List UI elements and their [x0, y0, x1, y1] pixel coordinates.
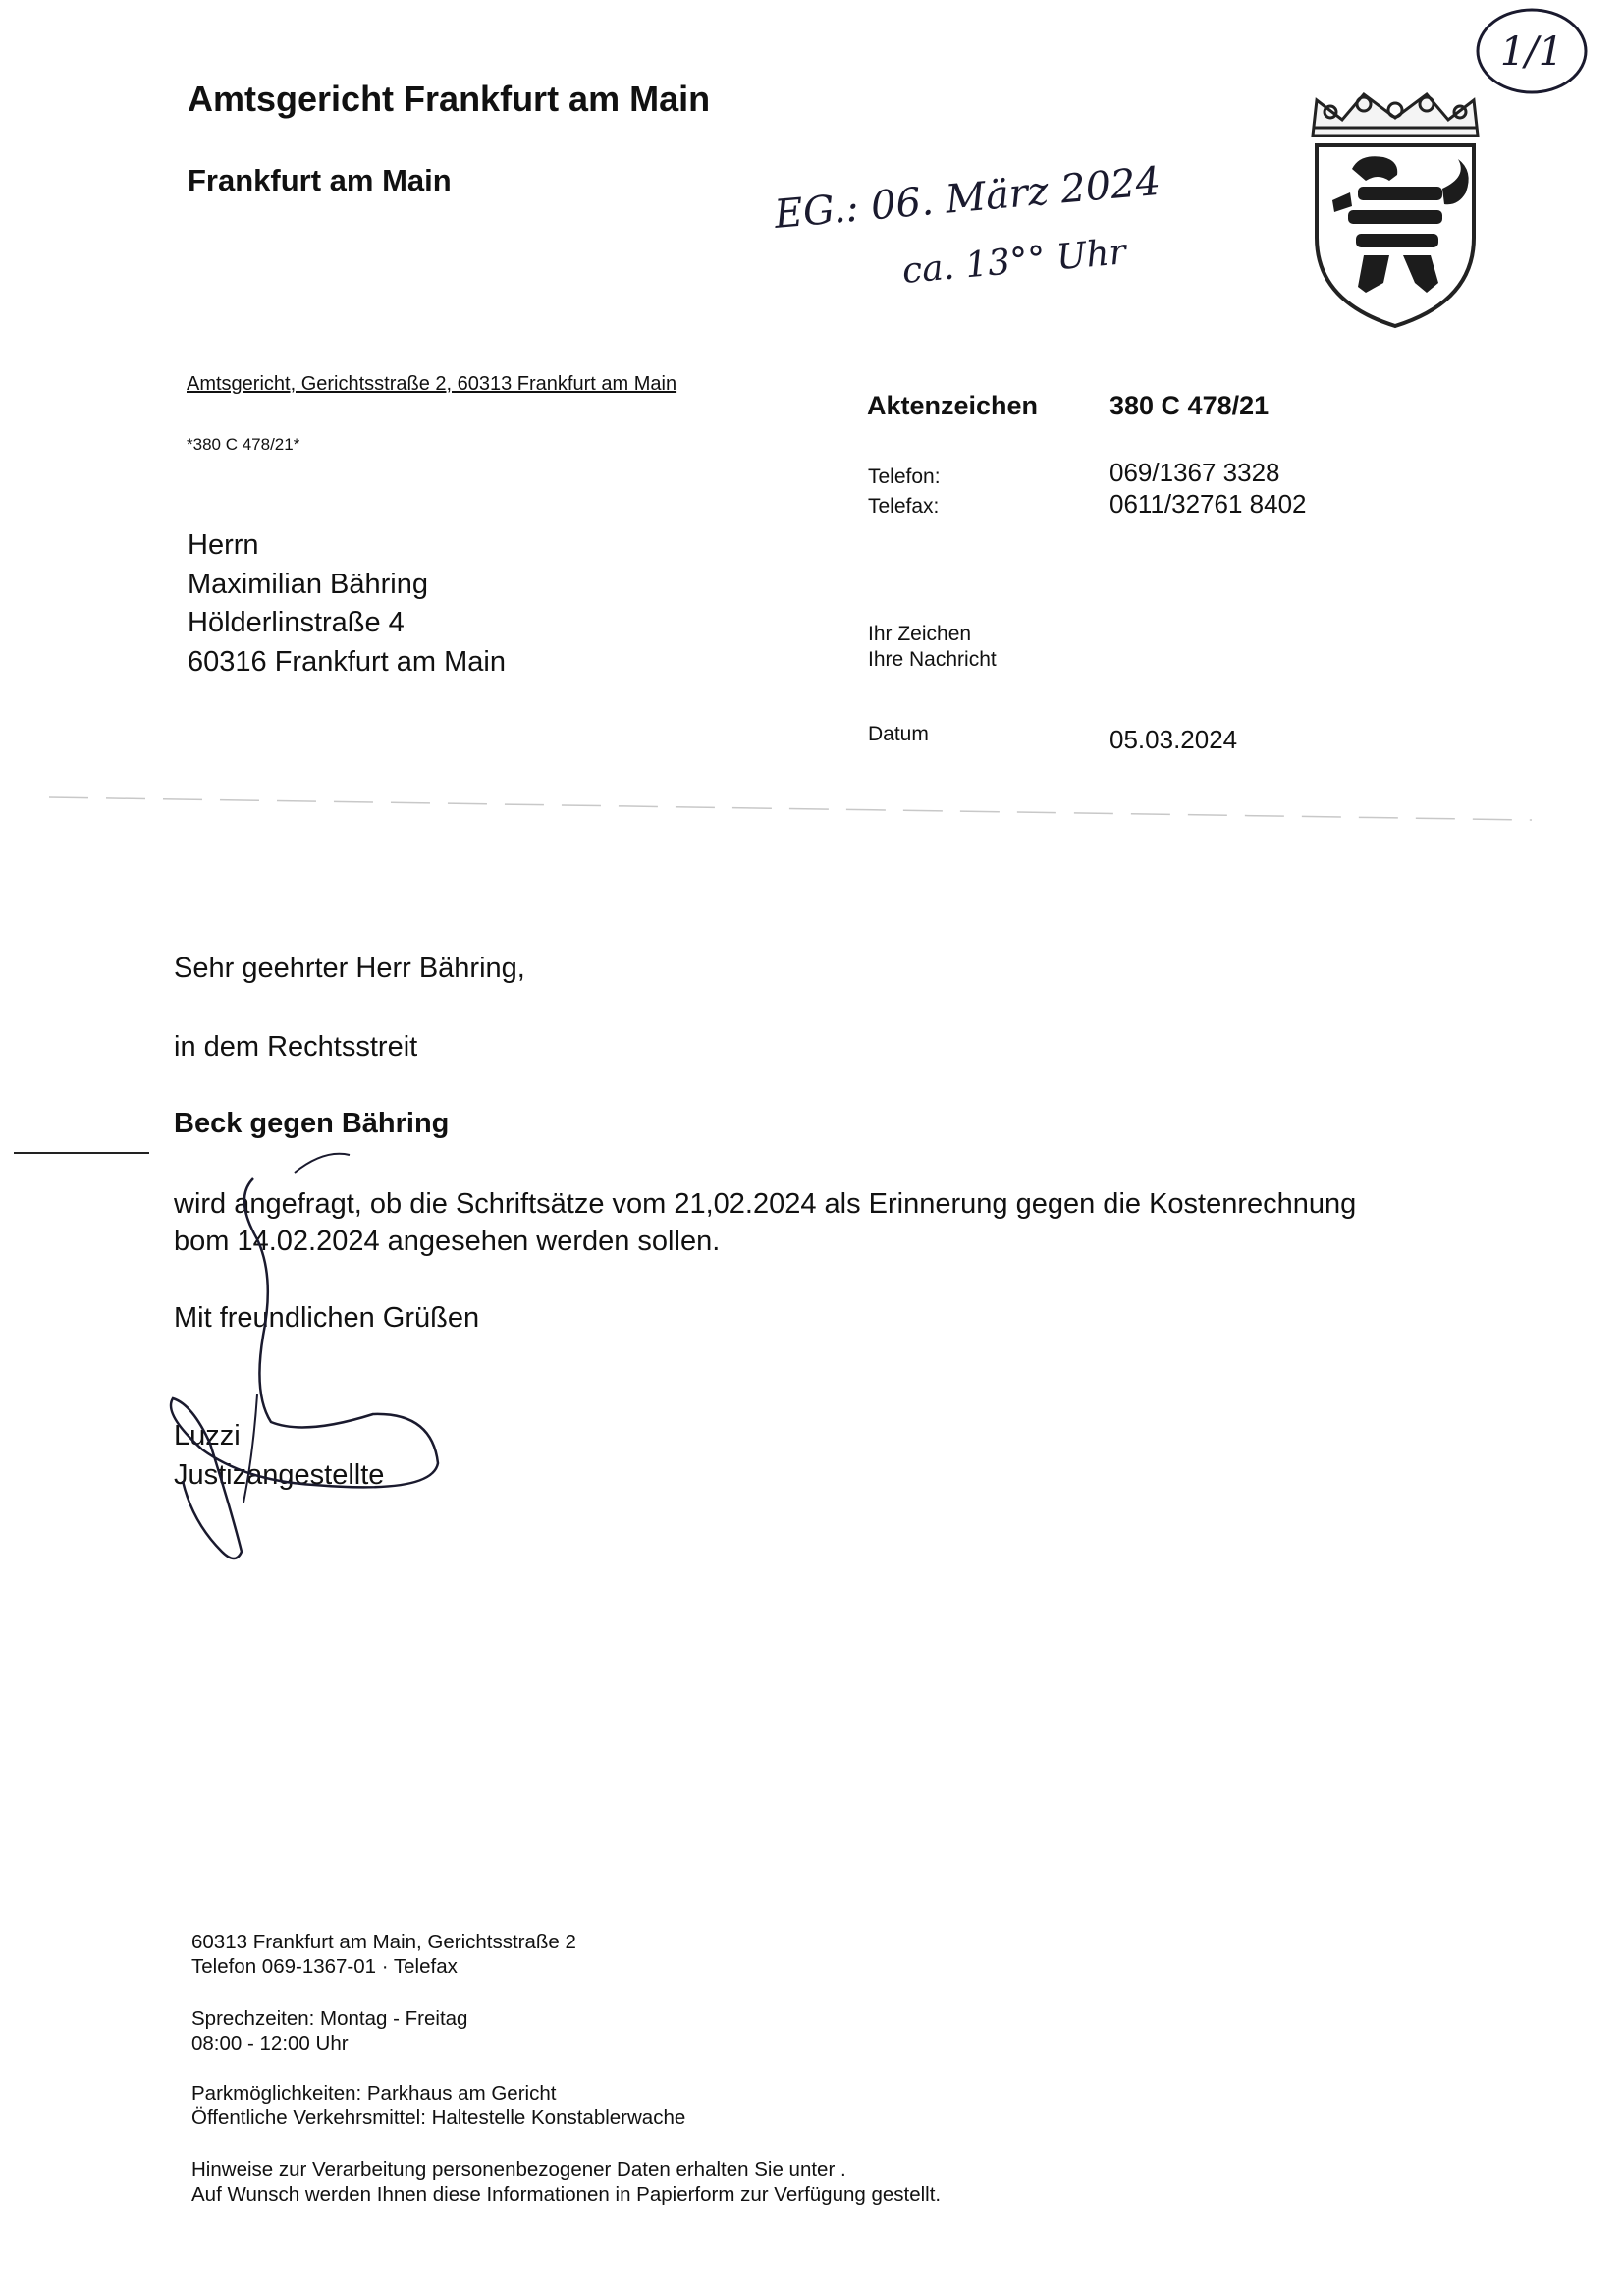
- letter-body-line2: bom 14.02.2024 angesehen werden sollen.: [174, 1226, 721, 1257]
- recipient-city: 60316 Frankfurt am Main: [188, 645, 506, 678]
- recipient-name: Maximilian Bähring: [188, 568, 428, 600]
- footer-contact: [191, 1930, 576, 1979]
- footer-access: [191, 2081, 685, 2130]
- letter-intro: in dem Rechtsstreit: [174, 1031, 418, 1063]
- datum-value: 05.03.2024: [1109, 725, 1238, 754]
- ihr-zeichen-label: Ihr Zeichen: [868, 623, 972, 645]
- file-code-small: *380 C 478/21*: [187, 435, 300, 454]
- telefax-label: Telefax:: [868, 495, 940, 518]
- aktenzeichen-label: Aktenzeichen: [867, 391, 1039, 420]
- court-location: Frankfurt am Main: [188, 163, 452, 197]
- handwritten-note-line1: EG.: 06. März 2024: [772, 158, 1163, 238]
- footer-privacy-line2: Auf Wunsch werden Ihnen diese Informationen in Papierform zur Verfügung gestellt.: [191, 2183, 942, 2206]
- footer-privacy-line1: Hinweise zur Verarbeitung personenbezogener Daten erhalten Sie unter .: [191, 2159, 846, 2181]
- footer-hours-label: Sprechzeiten: Montag - Freitag: [191, 2007, 468, 2030]
- letter-greeting: Sehr geehrter Herr Bähring,: [174, 953, 525, 984]
- sender-return-address: Amtsgericht, Gerichtsstraße 2, 60313 Frankfurt am Main: [187, 373, 677, 395]
- telefax-value: 0611/32761 8402: [1109, 489, 1307, 519]
- footer-hours-time: 08:00 - 12:00 Uhr: [191, 2032, 349, 2054]
- aktenzeichen-value: 380 C 478/21: [1109, 391, 1270, 420]
- footer-phone: Telefon 069-1367-01 · Telefax: [191, 1955, 458, 1978]
- footer-address: 60313 Frankfurt am Main, Gerichtsstraße 2: [191, 1931, 576, 1953]
- footer-hours: [191, 2006, 467, 2055]
- letter-body-line1: wird angefragt, ob die Schriftsätze vom 21,02.2024 als Erinnerung gegen die Kostenrechnung: [174, 1188, 1357, 1220]
- signer-name: Luzzi: [174, 1420, 241, 1451]
- telefon-value: 069/1367 3328: [1109, 458, 1280, 487]
- footer-parking: Parkmöglichkeiten: Parkhaus am Gericht: [191, 2082, 557, 2105]
- court-name: Amtsgericht Frankfurt am Main: [188, 79, 711, 119]
- page-mark-oval: [1478, 10, 1586, 92]
- datum-label: Datum: [868, 723, 929, 745]
- case-title: Beck gegen Bähring: [174, 1108, 450, 1139]
- recipient-street: Hölderlinstraße 4: [188, 607, 405, 638]
- signer-title: Justizangestellte: [174, 1459, 385, 1491]
- recipient-salutation: Herrn: [188, 529, 259, 561]
- coat-of-arms-icon: [1301, 90, 1489, 331]
- footer-privacy: [191, 2158, 941, 2207]
- footer-transit: Öffentliche Verkehrsmittel: Haltestelle Konstablerwache: [191, 2106, 686, 2129]
- letter-closing: Mit freundlichen Grüßen: [174, 1302, 480, 1334]
- page-mark: 1/1: [1499, 29, 1564, 75]
- telefon-label: Telefon:: [868, 465, 941, 488]
- recipient-address: [188, 526, 506, 682]
- ihre-nachricht-label: Ihre Nachricht: [868, 648, 997, 671]
- handwritten-note-line2: ca. 13°° Uhr: [900, 232, 1128, 292]
